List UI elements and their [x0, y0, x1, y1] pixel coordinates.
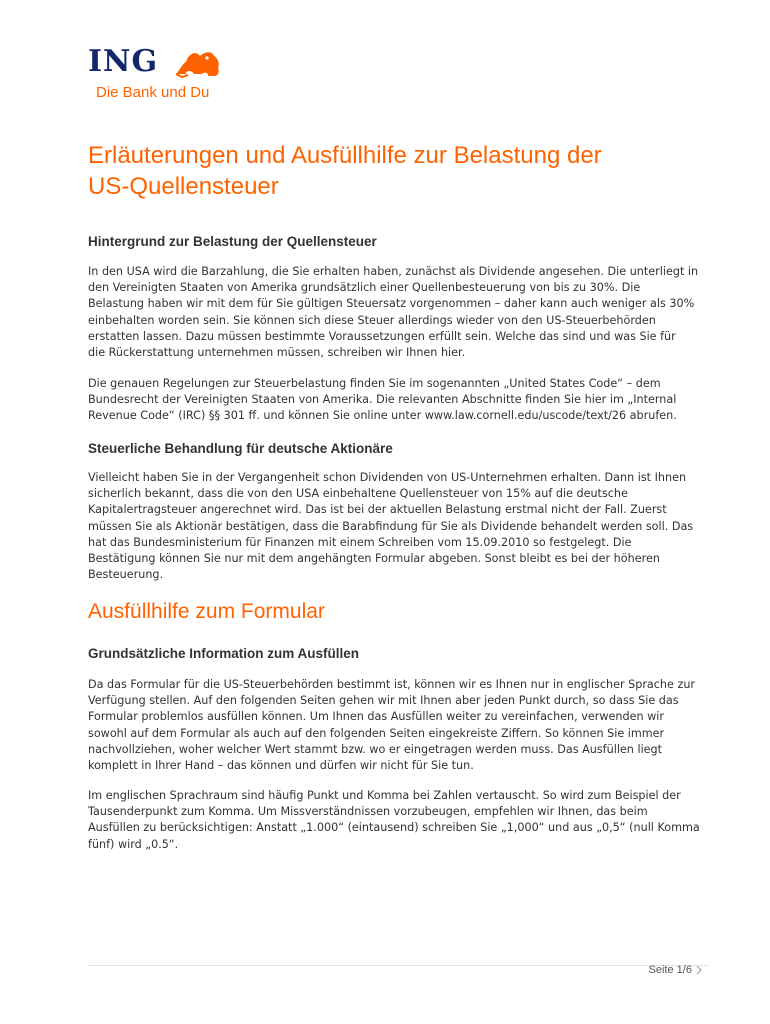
heading-grundsaetzliche-information: Grundsätzliche Information zum Ausfüllen [88, 646, 360, 661]
title-line: US-Quellensteuer [88, 173, 279, 200]
document-title [88, 140, 728, 202]
paragraph-ausfuellhilfe-1: Da das Formular für die US-Steuerbehörden bestimmt ist, können wir es Ihnen nur in englischer Sprache zur Verfügung stellen. Auf den folgenden Seiten gehen wir mit Ihnen aber jeden Punkt durch, so dass Sie das Formular problemlos ausfüllen können. Um Ihnen das Ausfüllen weiter zu vereinfachen, verwenden wir sowohl auf dem Formular als auch auf den folgenden Seiten eingekreiste Ziffern. So können Sie immer nachvollziehen, woher welcher Wert stammt bzw. wo er eingetragen werden muss. Das Ausfüllen liegt komplett in Ihrer Hand – das können und dürfen wir nicht für Sie tun. [88, 678, 696, 773]
lion-icon [174, 44, 222, 80]
heading-ausfuellhilfe: Ausfüllhilfe zum Formular [88, 600, 325, 623]
heading-behandlung: Steuerliche Behandlung für deutsche Aktionäre [88, 441, 393, 456]
logo-wordmark: ING [88, 44, 159, 79]
ing-logo [88, 42, 248, 104]
chevron-right-icon [696, 965, 702, 975]
footer-divider [88, 965, 709, 966]
logo-tagline: Die Bank und Du [96, 84, 210, 101]
page-number [649, 963, 702, 977]
paragraph-hintergrund-2: Die genauen Regelungen zur Steuerbelastung finden Sie im sogenannten „United States Code“ – dem Bundesrecht der Vereinigten Staaten von Amerika. Die relevanten Abschnitte finden Sie hier im „Internal Revenue Code“ (IRC) §§ 301 ff. und können Sie online unter www.law.cornell.edu/uscode/text/26 abrufen. [88, 377, 677, 423]
paragraph-hintergrund-1: In den USA wird die Barzahlung, die Sie erhalten haben, zunächst als Dividende angesehen. Die unterliegt in den Vereinigten Staaten von Amerika grundsätzlich einer Quellenbesteuerung von bis zu 30%. Die Belastung haben wir mit dem für Sie gültigen Steuersatz vorgenommen – daher kann auch weniger als 30% einbehalten worden sein. Sie können sich diese Steuer allerdings wieder von den US-Steuerbehörden erstatten lassen. Dazu müssen bestimmte Voraussetzungen erfüllt sein. Welche das sind und was Sie für die Rückerstattung unternehmen müssen, schreiben wir Ihnen hier. [88, 265, 699, 360]
page-number-label: Seite 1/6 [648, 964, 692, 976]
paragraph-ausfuellhilfe-2: Im englischen Sprachraum sind häufig Punkt und Komma bei Zahlen vertauscht. So wird zum Beispiel der Tausenderpunkt zum Komma. Um Missverständnissen vorzubeugen, empfehlen wir Ihnen, das beim Ausfüllen zu berücksichtigen: Anstatt „1.000“ (eintausend) schreiben Sie „1,000“ und aus „0,5“ (null Komma fünf) wird „0.5“. [88, 789, 700, 851]
paragraph-behandlung-1: Vielleicht haben Sie in der Vergangenheit schon Dividenden von US-Unternehmen erhalten. Dann ist Ihnen sicherlich bekannt, dass die von den USA einbehaltene Quellensteuer von 15% auf die deutsche Kapitalertragsteuer angerechnet wird. Das ist bei der aktuellen Belastung erstmal nicht der Fall. Zuerst müssen Sie als Aktionär bestätigen, dass die Barabfindung für Sie als Dividende behandelt werden soll. Das hat das Bundesministerium für Finanzen mit einem Schreiben vom 15.09.2010 so festgelegt. Die Bestätigung können Sie nur mit dem angehängten Formular abgeben. Sonst bleibt es bei der höheren Besteuerung. [88, 471, 694, 582]
heading-hintergrund: Hintergrund zur Belastung der Quellensteuer [88, 234, 377, 249]
title-line: Erläuterungen und Ausfüllhilfe zur Belastung der [88, 142, 602, 169]
